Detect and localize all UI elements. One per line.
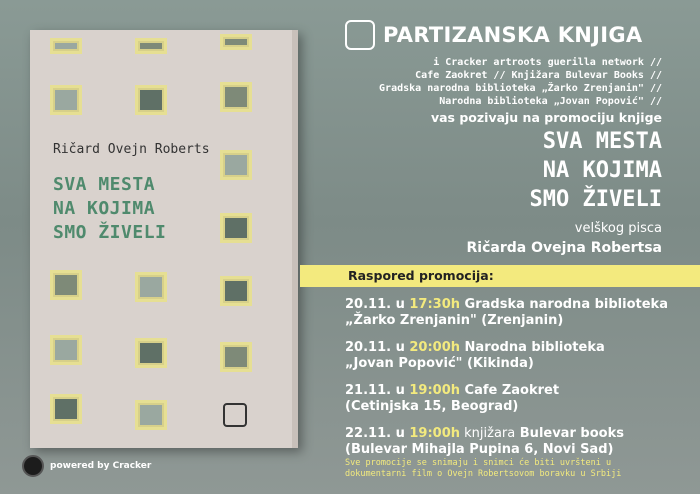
cracker-logo-icon <box>22 455 44 477</box>
book-title: SVA MESTA NA KOJIMA SMO ŽIVELI <box>53 174 167 243</box>
list-item: 21.11. u 19:00h Cafe Zaokret (Cetinjska 15, Beograd) <box>345 383 560 414</box>
writer-label: velškog pisca <box>574 221 662 236</box>
network-list: i Cracker artroots guerilla network // Cafe Zaokret // Knjižara Bulevar Books // Gradska narodna biblioteka „Žarko Zrenjanin" // Narodna biblioteka „Jovan Popović" // <box>379 57 662 107</box>
window <box>50 85 82 115</box>
window <box>220 34 252 50</box>
cracker-label: powered by Cracker <box>50 461 152 471</box>
cracker-credit <box>22 455 151 477</box>
window <box>135 272 167 302</box>
event-title: SVA MESTA NA KOJIMA SMO ŽIVELI <box>529 129 662 212</box>
window <box>135 400 167 430</box>
footnote: Sve promocije se snimaju i snimci će biti uvršteni u dokumentarni film o Ovejn Robertsovom boravku u Srbiji <box>345 458 622 479</box>
window <box>50 270 82 300</box>
list-item: 20.11. u 20:00h Narodna biblioteka „Jovan Popović" (Kikinda) <box>345 340 605 371</box>
author-name: Ričarda Ovejna Robertsa <box>466 240 662 256</box>
schedule-list <box>345 297 668 469</box>
star-house-icon <box>345 20 375 50</box>
window <box>50 394 82 424</box>
window <box>220 82 252 112</box>
window <box>135 338 167 368</box>
schedule-band <box>300 265 700 287</box>
list-item: 20.11. u 17:30h Gradska narodna biblioteka „Žarko Zrenjanin" (Zrenjanin) <box>345 297 668 328</box>
invite-text: vas pozivaju na promociju knjige <box>430 110 662 125</box>
window <box>135 38 167 54</box>
window <box>220 276 252 306</box>
brand <box>345 20 642 50</box>
list-item: 22.11. u 19:00h knjižara Bulevar books (Bulevar Mihajla Pupina 6, Novi Sad) <box>345 426 624 457</box>
book-author: Ričard Ovejn Roberts <box>53 142 210 157</box>
window <box>50 38 82 54</box>
window <box>220 342 252 372</box>
window <box>135 85 167 115</box>
book-cover <box>30 30 298 448</box>
window <box>50 335 82 365</box>
publisher-logo-icon <box>223 403 247 427</box>
schedule-label: Raspored promocija: <box>348 268 494 283</box>
brand-name: PARTIZANSKA KNJIGA <box>383 23 643 47</box>
